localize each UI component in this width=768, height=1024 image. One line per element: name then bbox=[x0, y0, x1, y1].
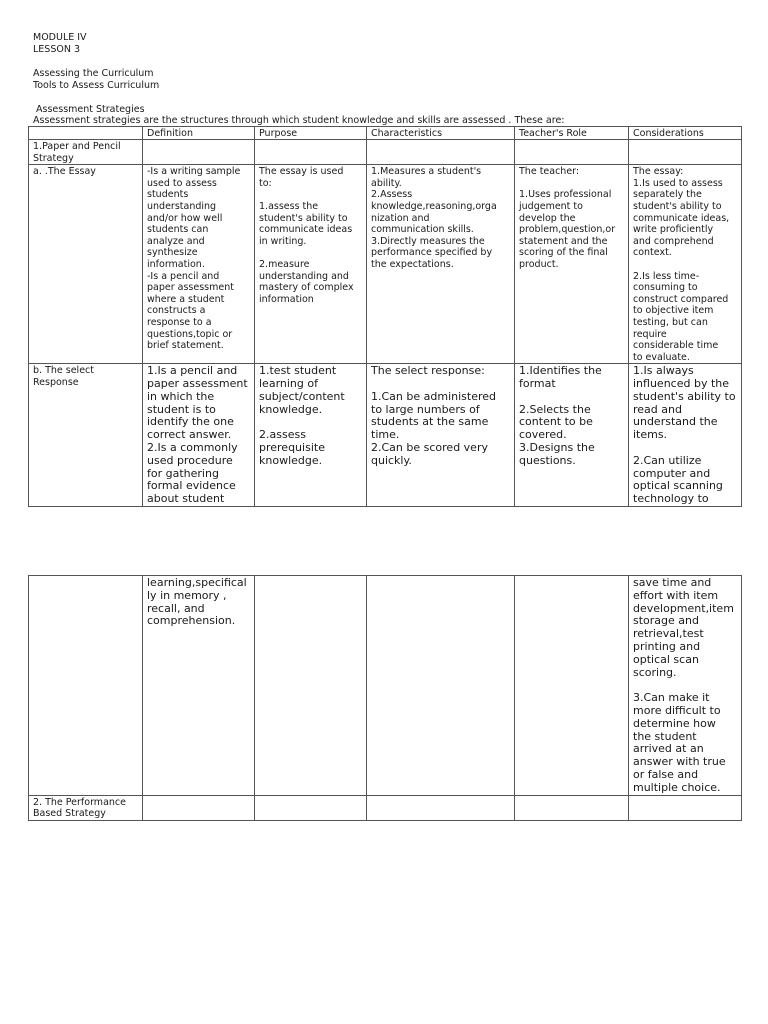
table-cell: The select response: 1.Can be administered to large numbers of students at the same time. 2.Can be scored very quickly. bbox=[367, 364, 515, 507]
table-cell bbox=[143, 795, 255, 820]
table-cell bbox=[255, 795, 367, 820]
header-cell: Teacher's Role bbox=[515, 127, 629, 140]
table-cell: 1.Measures a student's ability. 2.Assess knowledge,reasoning,orga nization and communication skills. 3.Directly measures the performance specified by the expectations. bbox=[367, 165, 515, 364]
strategy-table-continued bbox=[28, 575, 742, 821]
header-cell: Purpose bbox=[255, 127, 367, 140]
table-row bbox=[29, 795, 742, 820]
table-cell bbox=[515, 795, 629, 820]
table-cell: 1.Is always influenced by the student's ability to read and understand the items. 2.Can utilize computer and optical scanning technology to bbox=[629, 364, 742, 507]
table-cell bbox=[515, 576, 629, 796]
table-cell: The essay is used to: 1.assess the student's ability to communicate ideas in writing. 2.measure understanding and mastery of complex information bbox=[255, 165, 367, 364]
table-cell: save time and effort with item development,item storage and retrieval,test printing and optical scan scoring. 3.Can make it more difficult to determine how the student arrived at an answer with true or false and multiple choice. bbox=[629, 576, 742, 796]
heading-assessing: Assessing the Curriculum bbox=[33, 68, 154, 79]
table-row bbox=[29, 140, 742, 165]
header-cell: Considerations bbox=[629, 127, 742, 140]
table-row bbox=[29, 364, 742, 507]
header-cell bbox=[29, 127, 143, 140]
table-cell bbox=[367, 140, 515, 165]
table-cell bbox=[255, 140, 367, 165]
table-cell: 1.Paper and Pencil Strategy bbox=[29, 140, 143, 165]
table-cell bbox=[367, 576, 515, 796]
module-label: MODULE IV bbox=[33, 32, 87, 43]
table-cell: learning,specifical ly in memory , recall, and comprehension. bbox=[143, 576, 255, 796]
table-cell: 1.Is a pencil and paper assessment in which the student is to identify the one correct answer. 2.Is a commonly used procedure for gathering formal evidence about student bbox=[143, 364, 255, 507]
table-cell: The essay: 1.Is used to assess separately the student's ability to communicate ideas, write proficiently and comprehend context. 2.Is less time- consuming to construct compared to objective item testing, but can require considerable time to evaluate. bbox=[629, 165, 742, 364]
table-cell: -Is a writing sample used to assess students understanding and/or how well students can analyze and synthesize information. -Is a pencil and paper assessment where a student constructs a response to a questions,topic or brief statement. bbox=[143, 165, 255, 364]
table-cell bbox=[629, 795, 742, 820]
table-cell: 2. The Performance Based Strategy bbox=[29, 795, 143, 820]
table-cell bbox=[255, 576, 367, 796]
table-cell: b. The select Response bbox=[29, 364, 143, 507]
table-cell: 1.test student learning of subject/content knowledge. 2.assess prerequisite knowledge. bbox=[255, 364, 367, 507]
table-row bbox=[29, 165, 742, 364]
table-row bbox=[29, 576, 742, 796]
strategy-table-top bbox=[28, 126, 742, 507]
strategies-title: Assessment Strategies bbox=[36, 104, 145, 115]
table-cell: The teacher: 1.Uses professional judgement to develop the problem,question,or statement and the scoring of the final product. bbox=[515, 165, 629, 364]
table-cell bbox=[515, 140, 629, 165]
heading-tools: Tools to Assess Curriculum bbox=[33, 80, 160, 91]
table-cell bbox=[367, 795, 515, 820]
header-cell: Characteristics bbox=[367, 127, 515, 140]
table-cell: a. .The Essay bbox=[29, 165, 143, 364]
table-cell bbox=[29, 576, 143, 796]
table-cell bbox=[143, 140, 255, 165]
lesson-label: LESSON 3 bbox=[33, 44, 81, 55]
table-cell bbox=[629, 140, 742, 165]
intro-text: Assessment strategies are the structures through which student knowledge and skills are assessed . These are: bbox=[33, 115, 565, 126]
header-cell: Definition bbox=[143, 127, 255, 140]
table-cell: 1.Identifies the format 2.Selects the content to be covered. 3.Designs the questions. bbox=[515, 364, 629, 507]
table-header-row bbox=[29, 127, 742, 140]
